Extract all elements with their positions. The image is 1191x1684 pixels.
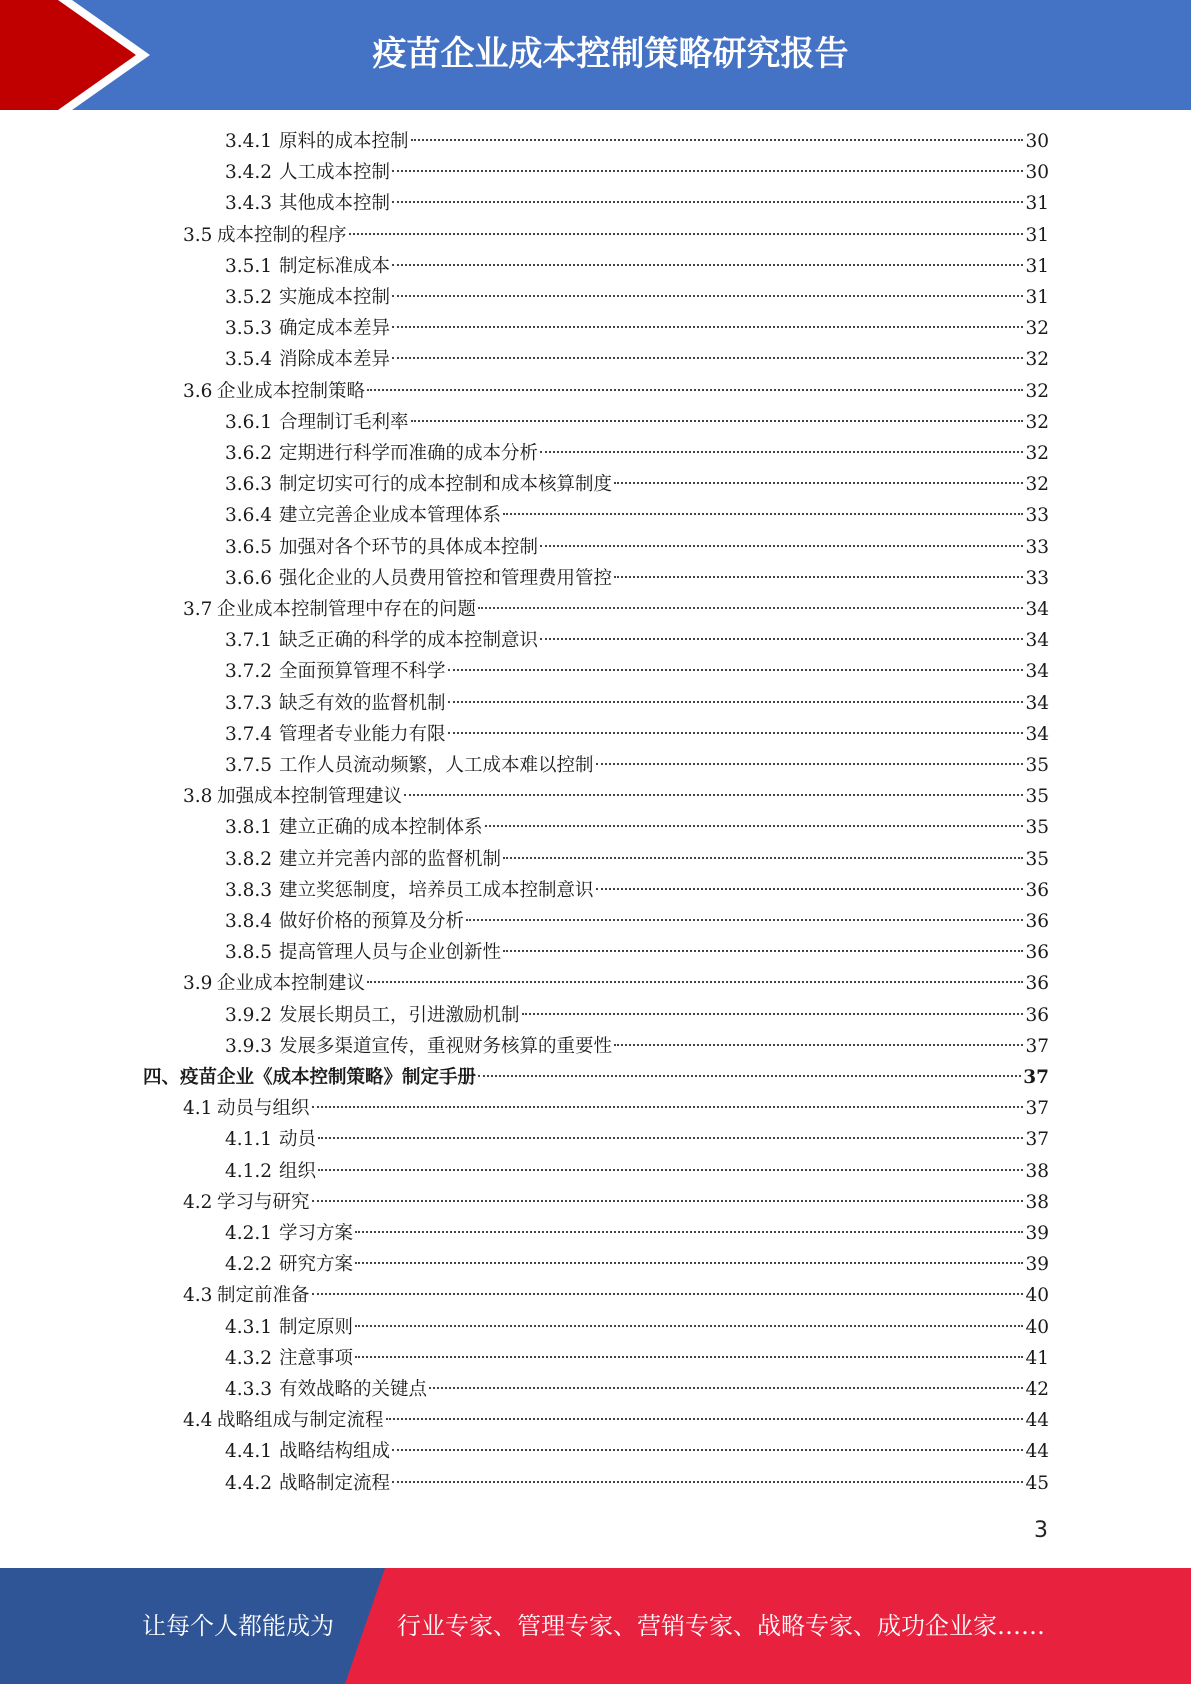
toc-entry[interactable]	[183, 969, 1049, 999]
toc-dot-leader	[429, 1387, 1023, 1389]
toc-entry-page: 37	[1023, 1067, 1049, 1088]
toc-entry-title: 建立并完善内部的监督机制	[279, 848, 502, 870]
toc-entry-page: 34	[1025, 630, 1049, 652]
toc-entry-title: 加强对各个环节的具体成本控制	[279, 536, 539, 558]
toc-entry-title: 缺乏有效的监督机制	[279, 692, 446, 714]
toc-entry[interactable]	[225, 345, 1049, 375]
toc-entry-page: 34	[1025, 661, 1049, 683]
toc-entry-title: 企业成本控制建议	[217, 973, 366, 995]
toc-entry[interactable]	[225, 439, 1049, 469]
toc-entry[interactable]	[225, 1001, 1049, 1031]
toc-entry[interactable]	[225, 564, 1049, 594]
toc-entry-number: 4.1.2	[225, 1160, 273, 1182]
toc-entry-number: 3.9.3	[225, 1035, 273, 1057]
toc-entry-title: 加强成本控制管理建议	[217, 786, 403, 808]
toc-entry-number: 3.8	[183, 786, 213, 808]
toc-entry-title: 研究方案	[279, 1254, 354, 1276]
toc-entry[interactable]	[225, 1219, 1049, 1249]
toc-dot-leader	[596, 763, 1024, 765]
toc-entry-number: 3.7.4	[225, 723, 273, 745]
toc-dot-leader	[411, 420, 1024, 422]
toc-entry-number: 3.9.2	[225, 1004, 273, 1026]
toc-entry-title: 人工成本控制	[279, 162, 391, 184]
toc-dot-leader	[318, 1169, 1023, 1171]
toc-entry-number: 3.7.5	[225, 755, 273, 776]
toc-entry[interactable]	[225, 689, 1049, 719]
toc-dot-leader	[367, 389, 1023, 391]
toc-entry-number: 3.5.2	[225, 287, 273, 308]
toc-dot-leader	[448, 732, 1024, 734]
toc-dot-leader	[466, 919, 1023, 921]
toc-entry[interactable]	[183, 377, 1049, 407]
toc-entry-title: 管理者专业能力有限	[279, 723, 446, 745]
toc-entry-number: 3.7.2	[225, 661, 273, 683]
toc-dot-leader	[318, 1137, 1023, 1139]
toc-entry-number: 3.8.5	[225, 942, 273, 964]
toc-entry-title: 注意事项	[279, 1347, 354, 1369]
toc-entry-number: 4.3.1	[225, 1316, 273, 1338]
toc-dot-leader	[392, 201, 1023, 203]
page-header	[0, 0, 1191, 110]
toc-entry-title: 组织	[279, 1160, 317, 1182]
toc-entry-page: 37	[1025, 1129, 1049, 1151]
toc-entry-page: 37	[1025, 1035, 1049, 1057]
toc-entry-page: 35	[1025, 817, 1049, 839]
toc-entry-page: 38	[1025, 1160, 1049, 1182]
toc-entry[interactable]	[225, 751, 1049, 781]
toc-entry-number: 3.8.3	[225, 879, 273, 901]
toc-dot-leader	[614, 576, 1023, 578]
toc-dot-leader	[386, 1418, 1024, 1420]
toc-dot-leader	[448, 669, 1024, 671]
toc-entry-number: 4.2.1	[225, 1223, 273, 1244]
toc-entry-number: 3.7.1	[225, 630, 273, 652]
toc-dot-leader	[392, 264, 1023, 266]
toc-entry-number: 4.4.1	[225, 1441, 273, 1463]
toc-entry-title: 建立完善企业成本管理体系	[279, 505, 502, 527]
toc-entry-number: 3.4.3	[225, 193, 273, 215]
toc-entry-number: 3.5.1	[225, 255, 273, 277]
toc-dot-leader	[392, 326, 1023, 328]
toc-dot-leader	[355, 1325, 1023, 1327]
toc-dot-leader	[355, 1262, 1023, 1264]
toc-entry-title: 制定切实可行的成本控制和成本核算制度	[279, 474, 613, 496]
toc-entry-number: 3.6.2	[225, 443, 273, 464]
toc-entry-page: 32	[1025, 318, 1049, 340]
toc-dot-leader	[614, 1044, 1023, 1046]
toc-entry-number: 3.6.3	[225, 474, 273, 496]
toc-entry[interactable]	[183, 1406, 1049, 1436]
toc-entry-title: 原料的成本控制	[279, 131, 409, 152]
toc-entry-page: 40	[1025, 1316, 1049, 1338]
toc-entry-title: 做好价格的预算及分析	[279, 911, 465, 932]
toc-entry-number: 3.7	[183, 599, 213, 620]
toc-entry-number: 4.3.2	[225, 1347, 273, 1369]
toc-entry-title: 缺乏正确的科学的成本控制意识	[279, 630, 539, 652]
toc-dot-leader	[448, 701, 1024, 703]
toc-entry-number: 3.6.4	[225, 505, 273, 527]
toc-entry-title: 动员与组织	[217, 1098, 310, 1120]
toc-entry[interactable]	[225, 1344, 1049, 1374]
toc-entry[interactable]	[183, 1188, 1049, 1218]
toc-entry[interactable]	[225, 1469, 1049, 1499]
toc-entry-title: 全面预算管理不科学	[279, 661, 446, 683]
toc-entry-title: 建立正确的成本控制体系	[279, 817, 483, 839]
toc-entry-number: 3.8.1	[225, 817, 273, 839]
toc-entry-title: 制定前准备	[217, 1285, 310, 1307]
toc-entry-page: 44	[1025, 1410, 1049, 1432]
toc-entry-page: 33	[1025, 505, 1049, 527]
toc-dot-leader	[522, 1013, 1024, 1015]
toc-entry-page: 32	[1025, 474, 1049, 496]
toc-entry-number: 3.6.5	[225, 536, 273, 558]
page-footer	[0, 1568, 1191, 1684]
toc-entry-number: 3.8.2	[225, 848, 273, 870]
toc-dot-leader	[392, 170, 1023, 172]
toc-entry-title: 发展长期员工，引进激励机制	[279, 1004, 520, 1026]
footer-slogan-roles: 行业专家、管理专家、营销专家、战略专家、成功企业家……	[397, 1612, 1045, 1640]
toc-entry-title: 学习方案	[279, 1223, 354, 1244]
toc-dot-leader	[540, 638, 1023, 640]
toc-entry[interactable]	[225, 876, 1049, 906]
toc-entry[interactable]	[225, 283, 1049, 313]
toc-entry-number: 3.5	[183, 224, 213, 246]
toc-entry-number: 4.3.3	[225, 1379, 273, 1400]
toc-entry[interactable]	[225, 657, 1049, 687]
toc-entry-page: 44	[1025, 1441, 1049, 1463]
toc-entry[interactable]	[183, 221, 1049, 251]
toc-entry[interactable]	[225, 720, 1049, 750]
toc-entry-number: 4.1.1	[225, 1129, 273, 1151]
toc-entry-number: 4.2	[183, 1191, 213, 1213]
toc-entry[interactable]	[225, 845, 1049, 875]
toc-entry-page: 32	[1025, 380, 1049, 402]
toc-entry-title: 发展多渠道宣传，重视财务核算的重要性	[279, 1035, 613, 1057]
toc-dot-leader	[411, 139, 1024, 141]
toc-dot-leader	[392, 1481, 1023, 1483]
report-title: 疫苗企业成本控制策略研究报告	[372, 34, 849, 74]
toc-entry-page: 40	[1025, 1285, 1049, 1307]
toc-dot-leader	[503, 513, 1023, 515]
toc-entry-page: 39	[1025, 1254, 1049, 1276]
toc-dot-leader	[404, 794, 1023, 796]
toc-dot-leader	[540, 451, 1023, 453]
toc-entry-page: 31	[1025, 224, 1049, 246]
toc-entry-page: 45	[1025, 1472, 1049, 1494]
toc-entry-page: 32	[1025, 443, 1049, 464]
toc-entry-title: 制定标准成本	[279, 255, 391, 277]
toc-entry[interactable]	[225, 158, 1049, 188]
toc-dot-leader	[392, 357, 1023, 359]
toc-entry-page: 36	[1025, 1004, 1049, 1026]
toc-entry-title: 企业成本控制管理中存在的问题	[217, 599, 477, 620]
toc-dot-leader	[596, 888, 1024, 890]
toc-entry-title: 战略制定流程	[279, 1472, 391, 1494]
toc-entry-page: 34	[1025, 692, 1049, 714]
toc-entry[interactable]	[143, 1063, 1049, 1093]
toc-entry[interactable]	[183, 595, 1049, 625]
toc-entry[interactable]	[183, 782, 1049, 812]
toc-entry[interactable]	[225, 1375, 1049, 1405]
toc-entry-title: 动员	[279, 1129, 317, 1151]
toc-entry-page: 35	[1025, 848, 1049, 870]
toc-entry-page: 41	[1025, 1347, 1049, 1369]
toc-entry-title: 制定原则	[279, 1316, 354, 1338]
page-number: 3	[1034, 1518, 1048, 1543]
toc-entry[interactable]	[225, 252, 1049, 282]
toc-dot-leader	[478, 607, 1023, 609]
toc-entry-number: 3.8.4	[225, 911, 273, 932]
toc-entry[interactable]	[225, 533, 1049, 563]
toc-dot-leader	[478, 1075, 1021, 1077]
toc-dot-leader	[614, 482, 1023, 484]
toc-entry[interactable]	[225, 813, 1049, 843]
toc-dot-leader	[392, 295, 1023, 297]
toc-entry-page: 35	[1025, 786, 1049, 808]
toc-entry-number: 3.5.4	[225, 349, 273, 371]
toc-entry-number: 4.2.2	[225, 1254, 273, 1276]
toc-entry[interactable]	[225, 314, 1049, 344]
toc-entry-title: 其他成本控制	[279, 193, 391, 215]
toc-entry-title: 四、疫苗企业《成本控制策略》制定手册	[143, 1067, 477, 1088]
toc-entry-number: 4.3	[183, 1285, 213, 1307]
toc-entry-title: 合理制订毛利率	[279, 411, 409, 433]
toc-entry-page: 36	[1025, 879, 1049, 901]
toc-entry-title: 定期进行科学而准确的成本分析	[279, 443, 539, 464]
toc-entry-page: 31	[1025, 193, 1049, 215]
toc-entry-number: 3.5.3	[225, 318, 273, 340]
toc-dot-leader	[540, 545, 1023, 547]
toc-entry[interactable]	[225, 189, 1049, 219]
footer-slogan-lead: 让每个人都能成为	[142, 1612, 334, 1640]
toc-entry-page: 38	[1025, 1191, 1049, 1213]
toc-dot-leader	[503, 857, 1023, 859]
toc-entry-page: 34	[1025, 723, 1049, 745]
toc-entry-page: 36	[1025, 911, 1049, 932]
toc-entry-page: 30	[1025, 131, 1049, 152]
toc-entry[interactable]	[225, 1437, 1049, 1467]
toc-entry-title: 有效战略的关键点	[279, 1379, 428, 1400]
toc-dot-leader	[355, 1356, 1023, 1358]
toc-entry-title: 战略结构组成	[279, 1441, 391, 1463]
toc-entry-page: 32	[1025, 411, 1049, 433]
toc-entry-page: 31	[1025, 255, 1049, 277]
toc-entry[interactable]	[183, 1281, 1049, 1311]
toc-entry-title: 企业成本控制策略	[217, 380, 366, 402]
toc-entry-page: 31	[1025, 287, 1049, 308]
toc-entry[interactable]	[225, 1250, 1049, 1280]
toc-entry[interactable]	[225, 1157, 1049, 1187]
toc-entry-page: 35	[1025, 755, 1049, 776]
toc-entry[interactable]	[225, 1313, 1049, 1343]
toc-entry-page: 33	[1025, 567, 1049, 589]
toc-entry-number: 3.6.1	[225, 411, 273, 433]
toc-entry-page: 39	[1025, 1223, 1049, 1244]
toc-entry-number: 3.9	[183, 973, 213, 995]
toc-entry-page: 42	[1025, 1379, 1049, 1400]
toc-dot-leader	[349, 233, 1024, 235]
toc-dot-leader	[392, 1449, 1023, 1451]
toc-entry-title: 确定成本差异	[279, 318, 391, 340]
toc-entry[interactable]	[225, 907, 1049, 937]
toc-entry-title: 提高管理人员与企业创新性	[279, 942, 502, 964]
toc-entry[interactable]	[225, 470, 1049, 500]
toc-entry-number: 4.4	[183, 1410, 213, 1432]
toc-entry[interactable]	[225, 408, 1049, 438]
toc-entry-page: 33	[1025, 536, 1049, 558]
toc-entry-title: 强化企业的人员费用管控和管理费用管控	[279, 567, 613, 589]
toc-entry[interactable]	[225, 1032, 1049, 1062]
toc-entry-number: 3.6	[183, 380, 213, 402]
toc-entry-number: 4.1	[183, 1098, 213, 1120]
toc-entry-page: 36	[1025, 973, 1049, 995]
toc-entry[interactable]	[183, 1094, 1049, 1124]
toc-entry-page: 36	[1025, 942, 1049, 964]
toc-entry-title: 成本控制的程序	[217, 224, 347, 246]
toc-entry-title: 工作人员流动频繁，人工成本难以控制	[279, 755, 594, 776]
toc-entry-page: 37	[1025, 1098, 1049, 1120]
toc-entry-title: 战略组成与制定流程	[217, 1410, 384, 1432]
toc-entry-number: 3.6.6	[225, 567, 273, 589]
toc-dot-leader	[312, 1200, 1024, 1202]
toc-entry[interactable]	[225, 626, 1049, 656]
toc-dot-leader	[355, 1231, 1023, 1233]
toc-dot-leader	[367, 981, 1023, 983]
toc-entry-number: 4.4.2	[225, 1472, 273, 1494]
toc-entry-number: 3.4.2	[225, 162, 273, 184]
toc-entry-page: 30	[1025, 162, 1049, 184]
toc-entry-number: 3.7.3	[225, 692, 273, 714]
toc-entry-title: 建立奖惩制度，培养员工成本控制意识	[279, 879, 594, 901]
toc-entry-title: 实施成本控制	[279, 287, 391, 308]
toc-entry[interactable]	[225, 938, 1049, 968]
toc-dot-leader	[503, 950, 1023, 952]
toc-entry-title: 消除成本差异	[279, 349, 391, 371]
toc-entry[interactable]	[225, 1125, 1049, 1155]
toc-entry[interactable]	[225, 501, 1049, 531]
toc-entry-page: 34	[1025, 599, 1049, 620]
toc-entry[interactable]	[225, 127, 1049, 157]
toc-dot-leader	[312, 1106, 1024, 1108]
toc-entry-page: 32	[1025, 349, 1049, 371]
toc-entry-number: 3.4.1	[225, 131, 273, 152]
toc-entry-title: 学习与研究	[217, 1191, 310, 1213]
toc-dot-leader	[485, 825, 1024, 827]
toc-dot-leader	[312, 1293, 1024, 1295]
